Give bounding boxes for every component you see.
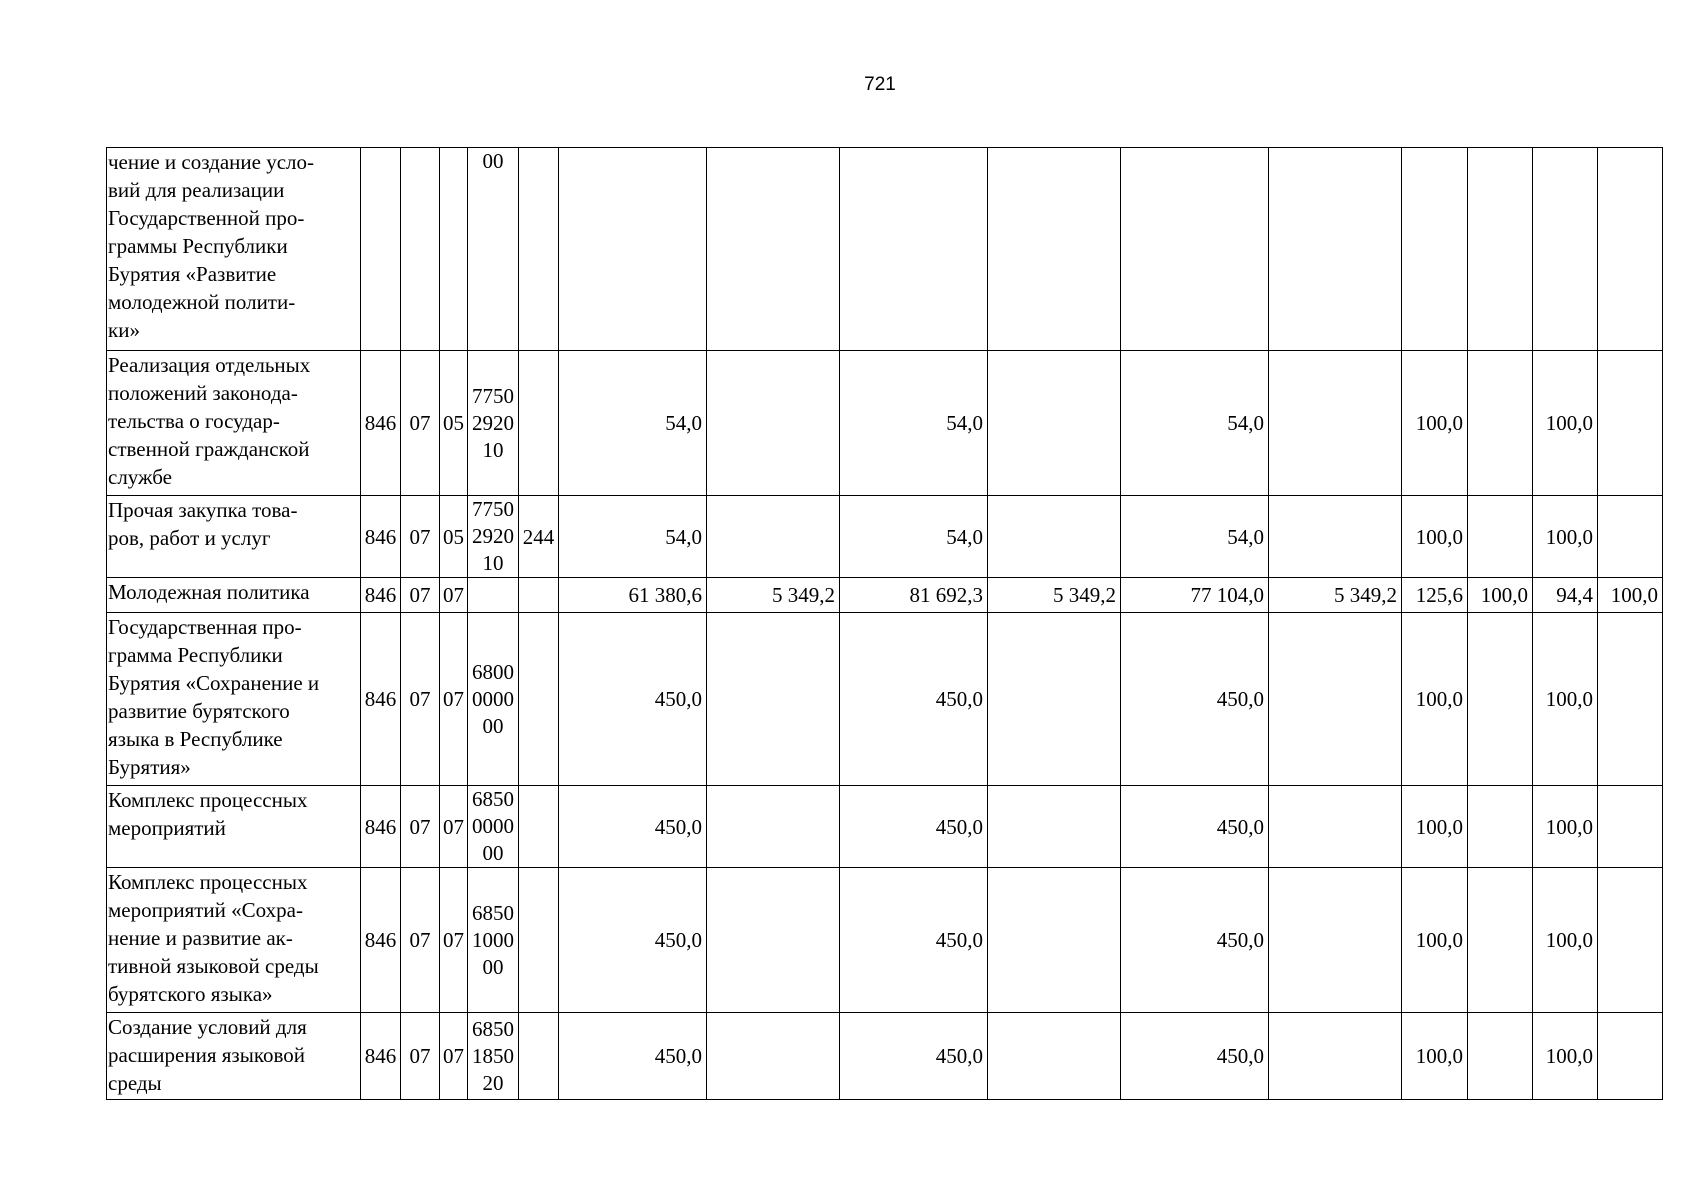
row-name-cell xyxy=(107,578,361,613)
value-cell-8 xyxy=(1468,868,1533,1013)
row-name-line: тельства о государ- xyxy=(108,409,280,433)
value-cell-1: 450,0 xyxy=(559,868,707,1013)
row-name-line: бурятского языка» xyxy=(108,982,273,1006)
row-name-line: Бурятия» xyxy=(108,755,191,779)
row-name-line: ственной гражданской xyxy=(108,437,310,461)
value-cell-1 xyxy=(559,148,707,351)
row-name-cell xyxy=(107,148,361,351)
table-row xyxy=(107,786,1663,868)
row-name-line: службе xyxy=(108,465,172,489)
value-cell-7: 100,0 xyxy=(1402,496,1468,578)
row-name-cell xyxy=(107,868,361,1013)
target-article-line: 1000 xyxy=(472,927,514,952)
value-cell-2 xyxy=(707,496,840,578)
target-article-line: 0000 xyxy=(472,686,514,711)
subsection-cell xyxy=(440,148,468,351)
target-article-line: 2920 xyxy=(472,410,514,435)
row-name-line: Комплекс процессных xyxy=(108,788,308,812)
value-cell-5: 450,0 xyxy=(1121,1013,1269,1100)
expense-type-cell: 244 xyxy=(519,496,559,578)
row-name-line: ров, работ и услуг xyxy=(108,526,271,550)
expense-type-cell xyxy=(519,578,559,613)
row-name-line: мероприятий «Сохра- xyxy=(108,898,303,922)
value-cell-10: 100,0 xyxy=(1598,578,1663,613)
target-article-cell xyxy=(468,1013,519,1100)
row-name-line: языка в Республике xyxy=(108,727,283,751)
subsection-cell: 07 xyxy=(440,786,468,868)
value-cell-9: 100,0 xyxy=(1533,613,1598,786)
value-cell-5: 54,0 xyxy=(1121,496,1269,578)
section-cell: 07 xyxy=(401,786,440,868)
value-cell-5: 450,0 xyxy=(1121,786,1269,868)
value-cell-4 xyxy=(988,613,1121,786)
row-name-line: Молодежная политика xyxy=(108,580,310,604)
value-cell-4 xyxy=(988,148,1121,351)
section-cell: 07 xyxy=(401,351,440,496)
value-cell-1: 450,0 xyxy=(559,786,707,868)
target-article-line: 10 xyxy=(482,551,504,575)
table-row xyxy=(107,613,1663,786)
value-cell-3 xyxy=(840,148,988,351)
target-article-line: 00 xyxy=(482,954,504,979)
target-article-line: 6800 xyxy=(472,659,514,684)
value-cell-9: 100,0 xyxy=(1533,496,1598,578)
value-cell-9: 100,0 xyxy=(1533,1013,1598,1100)
target-article-line: 00 xyxy=(482,149,504,173)
value-cell-7: 100,0 xyxy=(1402,786,1468,868)
value-cell-4 xyxy=(988,496,1121,578)
value-cell-4 xyxy=(988,868,1121,1013)
value-cell-10 xyxy=(1598,496,1663,578)
value-cell-6 xyxy=(1269,868,1402,1013)
subsection-cell: 07 xyxy=(440,578,468,613)
row-name-cell xyxy=(107,351,361,496)
target-article-line: 6850 xyxy=(472,900,514,925)
row-name-line: положений законода- xyxy=(108,381,298,405)
value-cell-8 xyxy=(1468,1013,1533,1100)
value-cell-8: 100,0 xyxy=(1468,578,1533,613)
value-cell-1: 61 380,6 xyxy=(559,578,707,613)
value-cell-3: 54,0 xyxy=(840,496,988,578)
value-cell-3: 81 692,3 xyxy=(840,578,988,613)
target-article-line: 7750 xyxy=(472,497,514,521)
table-row xyxy=(107,868,1663,1013)
table-row xyxy=(107,351,1663,496)
value-cell-4 xyxy=(988,351,1121,496)
target-article-line: 00 xyxy=(482,841,504,865)
value-cell-1: 54,0 xyxy=(559,496,707,578)
target-article-cell xyxy=(468,496,519,578)
value-cell-10 xyxy=(1598,148,1663,351)
value-cell-5 xyxy=(1121,148,1269,351)
section-cell: 07 xyxy=(401,868,440,1013)
value-cell-10 xyxy=(1598,351,1663,496)
value-cell-7: 100,0 xyxy=(1402,613,1468,786)
subsection-cell: 05 xyxy=(440,351,468,496)
target-article-cell xyxy=(468,578,519,613)
value-cell-9: 94,4 xyxy=(1533,578,1598,613)
page-number: 721 xyxy=(864,74,896,95)
row-name-line: Бурятия «Сохранение и xyxy=(108,671,320,695)
target-article-line: 6850 xyxy=(472,787,514,811)
value-cell-5: 77 104,0 xyxy=(1121,578,1269,613)
row-name-cell xyxy=(107,496,361,578)
value-cell-6: 5 349,2 xyxy=(1269,578,1402,613)
row-name-line: Прочая закупка това- xyxy=(108,498,298,522)
row-name-line: молодежной полити- xyxy=(108,290,296,314)
value-cell-9 xyxy=(1533,148,1598,351)
value-cell-10 xyxy=(1598,868,1663,1013)
target-article-line: 7750 xyxy=(472,383,514,408)
row-name-line: Государственной про- xyxy=(108,206,305,230)
row-name-line: Бурятия «Развитие xyxy=(108,262,277,286)
value-cell-7 xyxy=(1402,148,1468,351)
subsection-cell: 07 xyxy=(440,613,468,786)
value-cell-9: 100,0 xyxy=(1533,868,1598,1013)
budget-table xyxy=(106,147,1663,1100)
row-name-line: ки» xyxy=(108,318,140,342)
grbs-cell: 846 xyxy=(361,351,401,496)
grbs-cell: 846 xyxy=(361,578,401,613)
value-cell-3: 450,0 xyxy=(840,868,988,1013)
table-row xyxy=(107,1013,1663,1100)
value-cell-5: 450,0 xyxy=(1121,613,1269,786)
target-article-cell xyxy=(468,351,519,496)
row-name-line: Создание условий для xyxy=(108,1015,307,1039)
subsection-cell: 05 xyxy=(440,496,468,578)
value-cell-7: 100,0 xyxy=(1402,868,1468,1013)
value-cell-2 xyxy=(707,148,840,351)
value-cell-4: 5 349,2 xyxy=(988,578,1121,613)
grbs-cell: 846 xyxy=(361,496,401,578)
target-article-cell xyxy=(468,148,519,351)
row-name-line: вий для реализации xyxy=(108,178,285,202)
row-name-line: Государственная про- xyxy=(108,615,302,639)
value-cell-8 xyxy=(1468,351,1533,496)
value-cell-6 xyxy=(1269,148,1402,351)
value-cell-10 xyxy=(1598,1013,1663,1100)
expense-type-cell xyxy=(519,351,559,496)
table-row xyxy=(107,578,1663,613)
grbs-cell: 846 xyxy=(361,868,401,1013)
row-name-line: Комплекс процессных xyxy=(108,870,308,894)
grbs-cell: 846 xyxy=(361,1013,401,1100)
value-cell-6 xyxy=(1269,613,1402,786)
expense-type-cell xyxy=(519,786,559,868)
subsection-cell: 07 xyxy=(440,868,468,1013)
row-name-cell xyxy=(107,1013,361,1100)
value-cell-2 xyxy=(707,1013,840,1100)
row-name-line: расширения языковой xyxy=(108,1043,305,1067)
expense-type-cell xyxy=(519,148,559,351)
row-name-line: мероприятий xyxy=(108,816,226,840)
row-name-line: тивной языковой среды xyxy=(108,954,319,978)
row-name-line: нение и развитие ак- xyxy=(108,926,293,950)
value-cell-1: 450,0 xyxy=(559,1013,707,1100)
value-cell-3: 54,0 xyxy=(840,351,988,496)
row-name-line: развитие бурятского xyxy=(108,699,290,723)
row-name-line: Реализация отдельных xyxy=(108,353,311,377)
row-name-line: среды xyxy=(108,1071,162,1095)
row-name-line: грамма Республики xyxy=(108,643,283,667)
value-cell-1: 54,0 xyxy=(559,351,707,496)
table-row xyxy=(107,148,1663,351)
value-cell-3: 450,0 xyxy=(840,1013,988,1100)
expense-type-cell xyxy=(519,613,559,786)
expense-type-cell xyxy=(519,868,559,1013)
row-name-line: чение и создание усло- xyxy=(108,150,315,174)
target-article-line: 6850 xyxy=(472,1016,514,1041)
grbs-cell: 846 xyxy=(361,786,401,868)
section-cell: 07 xyxy=(401,613,440,786)
value-cell-4 xyxy=(988,786,1121,868)
section-cell: 07 xyxy=(401,1013,440,1100)
target-article-cell xyxy=(468,786,519,868)
row-name-line: граммы Республики xyxy=(108,234,288,258)
subsection-cell: 07 xyxy=(440,1013,468,1100)
table-row xyxy=(107,496,1663,578)
value-cell-6 xyxy=(1269,1013,1402,1100)
section-cell: 07 xyxy=(401,496,440,578)
target-article-line: 1850 xyxy=(472,1043,514,1068)
value-cell-8 xyxy=(1468,786,1533,868)
value-cell-7: 100,0 xyxy=(1402,351,1468,496)
row-name-cell xyxy=(107,613,361,786)
value-cell-1: 450,0 xyxy=(559,613,707,786)
target-article-line: 20 xyxy=(482,1070,504,1095)
value-cell-5: 450,0 xyxy=(1121,868,1269,1013)
value-cell-6 xyxy=(1269,496,1402,578)
value-cell-10 xyxy=(1598,786,1663,868)
value-cell-2: 5 349,2 xyxy=(707,578,840,613)
section-cell: 07 xyxy=(401,578,440,613)
target-article-line: 00 xyxy=(482,713,504,738)
value-cell-2 xyxy=(707,351,840,496)
value-cell-4 xyxy=(988,1013,1121,1100)
target-article-line: 0000 xyxy=(472,814,514,838)
value-cell-3: 450,0 xyxy=(840,786,988,868)
grbs-cell xyxy=(361,148,401,351)
value-cell-7: 100,0 xyxy=(1402,1013,1468,1100)
value-cell-9: 100,0 xyxy=(1533,786,1598,868)
expense-type-cell xyxy=(519,1013,559,1100)
value-cell-7: 125,6 xyxy=(1402,578,1468,613)
value-cell-2 xyxy=(707,613,840,786)
target-article-line: 10 xyxy=(482,437,504,462)
value-cell-5: 54,0 xyxy=(1121,351,1269,496)
value-cell-8 xyxy=(1468,148,1533,351)
value-cell-8 xyxy=(1468,613,1533,786)
value-cell-6 xyxy=(1269,786,1402,868)
target-article-cell xyxy=(468,868,519,1013)
value-cell-9: 100,0 xyxy=(1533,351,1598,496)
section-cell xyxy=(401,148,440,351)
target-article-line: 2920 xyxy=(472,524,514,548)
row-name-cell xyxy=(107,786,361,868)
value-cell-8 xyxy=(1468,496,1533,578)
value-cell-2 xyxy=(707,868,840,1013)
value-cell-2 xyxy=(707,786,840,868)
value-cell-10 xyxy=(1598,613,1663,786)
target-article-cell xyxy=(468,613,519,786)
grbs-cell: 846 xyxy=(361,613,401,786)
value-cell-6 xyxy=(1269,351,1402,496)
value-cell-3: 450,0 xyxy=(840,613,988,786)
